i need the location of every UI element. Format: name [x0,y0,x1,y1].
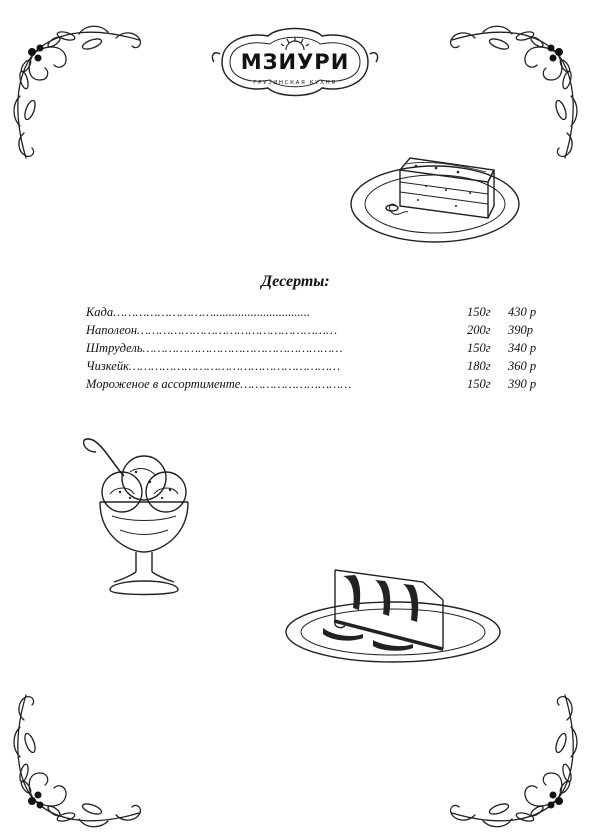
menu-item-name: Чизкейк………………………………………………… [86,359,341,373]
menu-item-price: 340 р [508,341,537,355]
ice-cream-bowl-icon [80,432,200,600]
menu-item [86,359,556,377]
logo-subtitle: ГРУЗИНСКАЯ КУХНЯ [253,80,337,86]
menu-item-price: 360 р [508,359,537,373]
menu-section-title: Десерты: [261,273,330,290]
menu-item-name: Када………………………............................... [86,305,311,319]
menu-item-name: Мороженое в ассортименте………………………… [86,377,352,391]
logo-name: МЗИУРИ [240,50,350,74]
menu-item-weight: 200г [467,323,491,337]
cheesecake-plate-icon [283,560,503,665]
menu-item-weight: 150г [467,305,491,319]
menu-item [86,341,556,359]
restaurant-logo [208,22,382,102]
menu-item-price: 390 р [508,377,537,391]
menu-item-name: Штрудель……………………………………………… [86,341,343,355]
menu-list [86,305,556,395]
floral-corner-icon [4,685,154,835]
menu-item [86,305,556,323]
floral-corner-icon [437,685,587,835]
menu-item-price: 390р [508,323,533,337]
menu-item-weight: 150г [467,377,491,391]
menu-item [86,323,556,341]
floral-corner-icon [4,18,154,168]
corner-ornament-bottom-right [437,685,587,835]
menu-item-weight: 180г [467,359,491,373]
corner-ornament-top-left [4,18,154,168]
ice-cream-illustration [80,432,200,600]
menu-item [86,377,556,395]
menu-item-weight: 150г [467,341,491,355]
cake-slice-illustration [346,120,524,260]
menu-item-price: 430 р [508,305,537,319]
cheesecake-illustration [283,560,503,665]
corner-ornament-bottom-left [4,685,154,835]
cake-slice-plate-icon [346,120,524,260]
menu-item-name: Наполеон……………………………………………… [86,323,338,337]
